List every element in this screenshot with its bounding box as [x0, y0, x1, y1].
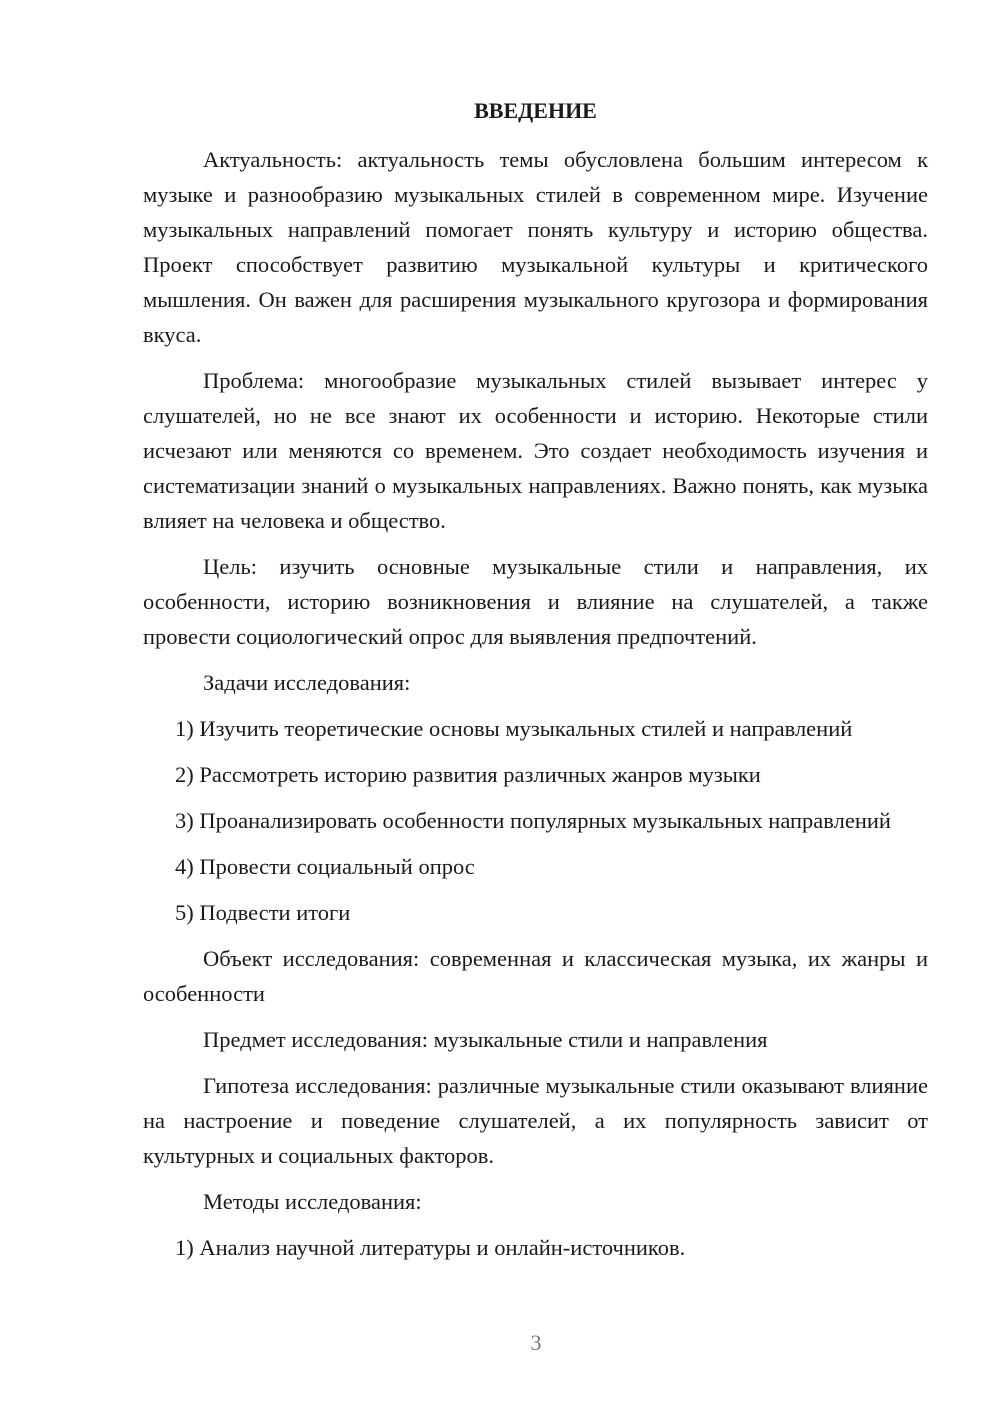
task-item-5: 5) Подвести итоги [175, 900, 351, 925]
object-paragraph: Объект исследования: современная и классическая музыка, их жанры и особенности [143, 946, 928, 1006]
task-item-1: 1) Изучить теоретические основы музыкальных стилей и направлений [175, 716, 853, 741]
goal-paragraph: Цель: изучить основные музыкальные стили и направления, их особенности, историю возникновения и влияние на слушателей, а также провести социологический опрос для выявления предпочтений. [143, 554, 928, 649]
task-item-3: 3) Проанализировать особенности популярных музыкальных направлений [175, 808, 891, 833]
tasks-heading: Задачи исследования: [203, 670, 411, 695]
page-number: 3 [530, 1330, 542, 1355]
task-item-2: 2) Рассмотреть историю развития различных жанров музыки [175, 762, 761, 787]
relevance-paragraph: Актуальность: актуальность темы обусловлена большим интересом к музыке и разнообразию музыкальных стилей в современном мире. Изучение музыкальных направлений помогает понять культуру и историю общества. Проект способствует развитию музыкальной культуры и критического мышления. Он важен для расширения музыкального кругозора и формирования вкуса. [143, 147, 928, 347]
hypothesis-paragraph: Гипотеза исследования: различные музыкальные стили оказывают влияние на настроение и поведение слушателей, а их популярность зависит от культурных и социальных факторов. [143, 1073, 928, 1168]
methods-heading: Методы исследования: [203, 1189, 422, 1214]
problem-paragraph: Проблема: многообразие музыкальных стилей вызывает интерес у слушателей, но не все знают их особенности и историю. Некоторые стили исчезают или меняются со временем. Это создает необходимость изучения и систематизации знаний о музыкальных направлениях. Важно понять, как музыка влияет на человека и общество. [143, 368, 928, 533]
page-title: ВВЕДЕНИЕ [474, 98, 597, 123]
page-body [143, 94, 928, 1276]
task-item-4: 4) Провести социальный опрос [175, 854, 475, 879]
method-item-1: 1) Анализ научной литературы и онлайн-источников. [175, 1235, 686, 1260]
subject-paragraph: Предмет исследования: музыкальные стили и направления [203, 1027, 768, 1052]
